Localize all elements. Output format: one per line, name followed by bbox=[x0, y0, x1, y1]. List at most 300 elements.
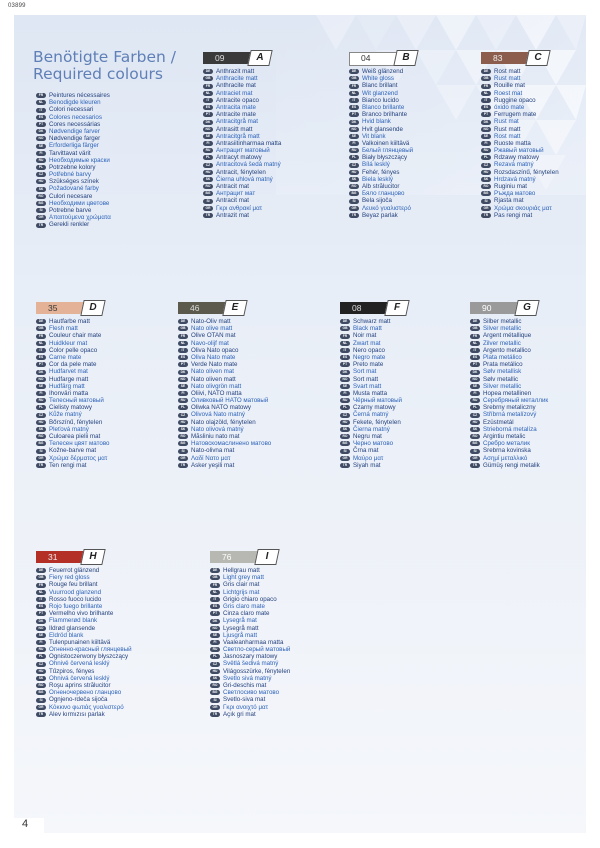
paint-letter: F bbox=[393, 302, 401, 313]
translation-text: Светлосиво матово bbox=[223, 689, 280, 697]
translation-text: Сребро металик bbox=[483, 440, 530, 448]
translation-line bbox=[203, 82, 281, 89]
translation-text: Fehér, fényes bbox=[362, 168, 400, 176]
translation-line bbox=[481, 161, 559, 168]
translation-text: Schwarz matt bbox=[353, 318, 391, 325]
color-block-i bbox=[210, 549, 290, 718]
translation-text: Tulenpunainen kiiltävä bbox=[49, 638, 111, 646]
translation-line bbox=[36, 106, 111, 113]
translation-text: Antracyt matowy bbox=[216, 154, 262, 162]
language-flag-icon: FI bbox=[36, 640, 46, 645]
translation-line bbox=[203, 183, 281, 190]
translation-text: Svetlo sivá matný bbox=[223, 674, 272, 682]
language-flag-icon: RU bbox=[203, 148, 213, 153]
language-flag-icon: NL bbox=[36, 100, 46, 105]
language-flag-icon: SE bbox=[481, 134, 491, 139]
translation-text: Couleur chair mate bbox=[49, 332, 102, 340]
translation-line bbox=[340, 325, 412, 332]
translation-text: Χρώμα δέρματος ματ bbox=[49, 454, 108, 462]
translation-line bbox=[340, 361, 412, 368]
language-flag-icon: HU bbox=[36, 420, 46, 425]
translation-text: Silver metallic bbox=[483, 325, 522, 333]
language-flag-icon: GR bbox=[349, 206, 359, 211]
translation-text: Nato olajzöld, fényteIen bbox=[191, 418, 256, 426]
language-flag-icon: IT bbox=[349, 98, 359, 103]
language-flag-icon: RU bbox=[481, 148, 491, 153]
translation-line bbox=[178, 318, 271, 325]
translation-line bbox=[178, 354, 271, 361]
language-flag-icon: GR bbox=[481, 206, 491, 211]
translation-text: Vit blank bbox=[362, 132, 386, 140]
language-flag-icon: BG bbox=[470, 441, 480, 446]
translation-text: Potrebne barve bbox=[49, 207, 92, 214]
translation-text: Ruginiu mat bbox=[494, 183, 528, 190]
language-flag-icon: PT bbox=[481, 112, 491, 117]
language-flag-icon: RO bbox=[481, 184, 491, 189]
translation-text: Rost matt bbox=[494, 132, 521, 140]
translation-text: Strieborná metalíza bbox=[483, 425, 537, 433]
language-flag-icon: DE bbox=[481, 69, 491, 74]
translation-text: Blanc brillant bbox=[362, 82, 398, 90]
language-flag-icon: GB bbox=[36, 326, 46, 331]
language-flag-icon: FI bbox=[340, 391, 350, 396]
translation-line bbox=[178, 332, 271, 339]
translation-line bbox=[349, 140, 421, 147]
translation-line bbox=[470, 411, 548, 418]
translation-text: Nato-olivna mat bbox=[191, 447, 235, 455]
translation-line bbox=[340, 340, 412, 347]
paint-letter-tag bbox=[247, 50, 272, 66]
translation-line bbox=[470, 419, 548, 426]
translation-line bbox=[36, 411, 109, 418]
language-flag-icon: SK bbox=[210, 676, 220, 681]
language-flag-icon: ES bbox=[349, 105, 359, 110]
language-flag-icon: NO bbox=[349, 127, 359, 132]
color-block-e bbox=[178, 300, 271, 469]
paint-letter: C bbox=[534, 52, 542, 63]
language-flag-icon: RO bbox=[36, 683, 46, 688]
translation-text: Ohnivě červená lesklý bbox=[49, 660, 110, 668]
language-flag-icon: SE bbox=[340, 384, 350, 389]
language-flag-icon: FI bbox=[210, 640, 220, 645]
translation-text: Antracite opaco bbox=[216, 96, 259, 104]
paint-letter-tag bbox=[525, 50, 550, 66]
language-flag-icon: PL bbox=[36, 165, 46, 170]
paint-number: 76 bbox=[222, 552, 232, 562]
translation-line bbox=[340, 426, 412, 433]
translation-text: Navo-olijf mat bbox=[191, 339, 229, 347]
paint-letter-tag bbox=[222, 300, 247, 316]
translation-text: Branco brilhante bbox=[362, 111, 408, 119]
translation-text: Argento metallico bbox=[483, 346, 531, 354]
language-flag-icon: GR bbox=[340, 456, 350, 461]
language-flag-icon: SK bbox=[349, 177, 359, 182]
translation-line bbox=[203, 205, 281, 212]
translation-text: Pas rengi mat bbox=[494, 211, 533, 219]
translation-text: Ruggine opaco bbox=[494, 96, 536, 104]
translation-line bbox=[178, 325, 271, 332]
translation-text: Gris clair mat bbox=[223, 581, 260, 589]
translation-line bbox=[340, 376, 412, 383]
language-flag-icon: SI bbox=[481, 199, 491, 204]
language-flag-icon: FI bbox=[203, 141, 213, 146]
color-swatch bbox=[36, 300, 108, 314]
translation-line bbox=[340, 397, 412, 404]
translation-line bbox=[178, 411, 271, 418]
translation-text: Κόκκινο φωτιάς γυαλιστερό bbox=[49, 703, 124, 711]
language-flag-icon: CZ bbox=[340, 413, 350, 418]
translation-text: Antrasitt matt bbox=[216, 125, 253, 133]
translation-text: Čierna uhlová matný bbox=[216, 175, 273, 183]
translation-text: Negro mate bbox=[353, 353, 386, 361]
translation-text: Roest mat bbox=[494, 89, 523, 97]
translation-text: Ασημί μεταλλικό bbox=[483, 454, 528, 462]
translation-line bbox=[340, 462, 412, 469]
language-flag-icon: DE bbox=[210, 568, 220, 573]
translation-line bbox=[340, 390, 412, 397]
translation-line bbox=[203, 90, 281, 97]
translation-line bbox=[36, 92, 111, 99]
translation-line bbox=[203, 190, 281, 197]
page-number-box bbox=[14, 818, 44, 842]
translation-line bbox=[470, 404, 548, 411]
translation-text: Ognistoczerwony błyszczący bbox=[49, 653, 129, 661]
language-flag-icon: FR bbox=[210, 583, 220, 588]
translation-text: Oliwka NATO matowy bbox=[191, 404, 251, 412]
language-flag-icon: FR bbox=[36, 93, 46, 98]
language-flag-icon: NL bbox=[470, 341, 480, 346]
paint-number: 46 bbox=[190, 303, 200, 313]
language-flag-icon: GR bbox=[36, 705, 46, 710]
translation-text: Antracit mat bbox=[216, 197, 250, 205]
translation-line bbox=[36, 171, 111, 178]
translation-line bbox=[203, 154, 281, 161]
language-flag-icon: PT bbox=[178, 362, 188, 367]
language-flag-icon: BG bbox=[36, 441, 46, 446]
translation-line bbox=[210, 696, 290, 703]
translation-text: Белый глянцевый bbox=[362, 147, 414, 155]
language-flag-icon: PL bbox=[340, 405, 350, 410]
language-flag-icon: NL bbox=[210, 590, 220, 595]
translation-line bbox=[210, 625, 290, 632]
translation-text: Antraciet mat bbox=[216, 89, 253, 97]
color-name-list bbox=[470, 318, 548, 469]
language-flag-icon: SI bbox=[36, 698, 46, 703]
translation-line bbox=[340, 404, 412, 411]
translation-line bbox=[210, 653, 290, 660]
translation-text: Gris claro mate bbox=[223, 602, 265, 610]
translation-text: Hopea metallinen bbox=[483, 389, 532, 397]
language-flag-icon: DK bbox=[36, 129, 46, 134]
translation-line bbox=[470, 440, 548, 447]
translation-text: White gloss bbox=[362, 75, 394, 83]
translation-text: Benodigde kleuren bbox=[49, 99, 101, 107]
language-flag-icon: ES bbox=[36, 115, 46, 120]
translation-line bbox=[349, 212, 421, 219]
translation-text: Rdzawy matowy bbox=[494, 154, 540, 162]
translation-text: Rust matt bbox=[494, 75, 521, 83]
translation-text: Ognjeno-rdeča sijoča bbox=[49, 696, 108, 704]
paint-letter: B bbox=[402, 52, 410, 63]
translation-text: Light grey matt bbox=[223, 574, 264, 582]
translation-line bbox=[36, 185, 111, 192]
translation-line bbox=[36, 99, 111, 106]
page-number: 4 bbox=[22, 818, 29, 830]
translation-text: Roşu aprins strălucitor bbox=[49, 682, 111, 689]
translation-line bbox=[340, 447, 412, 454]
translation-line bbox=[178, 361, 271, 368]
translation-text: Cor da pele mate bbox=[49, 361, 97, 369]
translation-text: Bianco lucido bbox=[362, 96, 399, 104]
translation-text: Gümüş rengi metalik bbox=[483, 461, 540, 469]
paint-number: 90 bbox=[482, 303, 492, 313]
translation-line bbox=[36, 696, 132, 703]
language-flag-icon: CZ bbox=[210, 662, 220, 667]
language-flag-icon: GB bbox=[36, 575, 46, 580]
translation-text: Sølv metallisk bbox=[483, 368, 522, 376]
translation-text: Colores necesarios bbox=[49, 113, 102, 121]
translation-line bbox=[36, 617, 132, 624]
translation-text: Silber metallic bbox=[483, 318, 522, 325]
language-flag-icon: ES bbox=[340, 355, 350, 360]
language-flag-icon: PL bbox=[470, 405, 480, 410]
translation-line bbox=[36, 447, 109, 454]
translation-text: Ржавый матовый bbox=[494, 147, 544, 155]
translation-text: Антрацит матовый bbox=[216, 147, 270, 155]
translation-line bbox=[178, 383, 271, 390]
translation-text: Colori necessari bbox=[49, 106, 94, 114]
translation-text: Nato oliven matt bbox=[191, 375, 236, 383]
language-flag-icon: DK bbox=[210, 619, 220, 624]
translation-text: Olivová Nato matný bbox=[191, 411, 245, 419]
language-flag-icon: GB bbox=[178, 326, 188, 331]
translation-text: Cinza claro mate bbox=[223, 610, 270, 618]
paint-letter-tag bbox=[80, 300, 105, 316]
translation-line bbox=[470, 325, 548, 332]
translation-line bbox=[481, 176, 559, 183]
translation-text: Hudfärg matt bbox=[49, 382, 85, 390]
translation-text: Nato olivgrön matt bbox=[191, 382, 242, 390]
language-flag-icon: PL bbox=[349, 155, 359, 160]
language-flag-icon: ES bbox=[36, 604, 46, 609]
translation-line bbox=[210, 603, 290, 610]
language-flag-icon: PT bbox=[349, 112, 359, 117]
translation-line bbox=[210, 589, 290, 596]
translation-text: Preto mate bbox=[353, 361, 384, 369]
language-flag-icon: GB bbox=[470, 326, 480, 331]
translation-text: Srebrny metaliczny bbox=[483, 404, 536, 412]
translation-line bbox=[203, 111, 281, 118]
language-flag-icon: NL bbox=[349, 91, 359, 96]
translation-line bbox=[340, 383, 412, 390]
language-flag-icon: RU bbox=[36, 158, 46, 163]
translation-line bbox=[470, 340, 548, 347]
translation-text: Olive OTAN mat bbox=[191, 332, 236, 340]
language-flag-icon: SK bbox=[203, 177, 213, 182]
translation-line bbox=[481, 111, 559, 118]
language-flag-icon: DE bbox=[36, 568, 46, 573]
language-flag-icon: FR bbox=[178, 334, 188, 339]
translation-text: Ruoste matta bbox=[494, 139, 531, 147]
color-block-a bbox=[203, 50, 281, 219]
language-flag-icon: GB bbox=[210, 575, 220, 580]
paint-number: 04 bbox=[361, 53, 371, 63]
translation-line bbox=[349, 111, 421, 118]
language-flag-icon: FR bbox=[481, 84, 491, 89]
translation-line bbox=[349, 190, 421, 197]
translation-text: Необходими цветове bbox=[49, 199, 110, 207]
translation-line bbox=[178, 462, 271, 469]
translation-line bbox=[178, 419, 271, 426]
translation-text: Antracite mate bbox=[216, 111, 256, 119]
paint-letter-tag bbox=[254, 549, 279, 565]
title-english: Required colours bbox=[33, 65, 163, 83]
translation-text: Alb strălucitor bbox=[362, 183, 400, 190]
language-flag-icon: SI bbox=[210, 698, 220, 703]
language-flag-icon: PT bbox=[36, 122, 46, 127]
translation-text: Černá matný bbox=[353, 411, 389, 419]
translation-line bbox=[36, 361, 109, 368]
language-flag-icon: CZ bbox=[36, 172, 46, 177]
translation-text: Eldröd blank bbox=[49, 631, 84, 639]
translation-line bbox=[36, 214, 111, 221]
paint-number: 31 bbox=[48, 552, 58, 562]
translation-line bbox=[340, 440, 412, 447]
translation-line bbox=[36, 368, 109, 375]
language-flag-icon: IT bbox=[203, 98, 213, 103]
language-flag-icon: TR bbox=[36, 463, 46, 468]
translation-line bbox=[36, 142, 111, 149]
language-flag-icon: SI bbox=[349, 199, 359, 204]
language-flag-icon: SE bbox=[178, 384, 188, 389]
translation-text: Biela lesklý bbox=[362, 175, 393, 183]
translation-line bbox=[349, 126, 421, 133]
translation-line bbox=[203, 126, 281, 133]
translation-line bbox=[340, 318, 412, 325]
translation-line bbox=[470, 347, 548, 354]
translation-line bbox=[349, 104, 421, 111]
translation-line bbox=[178, 347, 271, 354]
language-flag-icon: RU bbox=[178, 398, 188, 403]
translation-text: Weiß glänzend bbox=[362, 68, 404, 75]
translation-text: Серебряный металлик bbox=[483, 397, 549, 405]
translation-line bbox=[349, 75, 421, 82]
language-flag-icon: DE bbox=[349, 69, 359, 74]
language-flag-icon: SI bbox=[203, 199, 213, 204]
language-flag-icon: SK bbox=[36, 187, 46, 192]
language-flag-icon: RO bbox=[210, 683, 220, 688]
translation-text: Rost matt bbox=[494, 68, 521, 75]
color-swatch bbox=[340, 300, 412, 314]
translation-text: Wit glanzend bbox=[362, 89, 398, 97]
translation-text: Огненно-красный глянцевый bbox=[49, 646, 132, 654]
translation-text: Hudfarge matt bbox=[49, 375, 89, 383]
translation-line bbox=[36, 164, 111, 171]
language-flag-icon: DK bbox=[36, 619, 46, 624]
language-flag-icon: SI bbox=[36, 449, 46, 454]
translation-line bbox=[203, 97, 281, 104]
language-flag-icon: IT bbox=[210, 597, 220, 602]
translation-line bbox=[36, 462, 109, 469]
translation-text: Bílá lesklý bbox=[362, 161, 390, 169]
language-flag-icon: GR bbox=[470, 456, 480, 461]
language-flag-icon: FI bbox=[36, 391, 46, 396]
intro-translations bbox=[36, 92, 111, 229]
translation-line bbox=[36, 632, 132, 639]
language-flag-icon: HU bbox=[349, 170, 359, 175]
language-flag-icon: PT bbox=[36, 362, 46, 367]
translation-line bbox=[210, 581, 290, 588]
translation-text: Argintiu metalic bbox=[483, 433, 526, 440]
language-flag-icon: SE bbox=[36, 384, 46, 389]
language-flag-icon: HU bbox=[36, 669, 46, 674]
translation-text: Огненочервено гланцово bbox=[49, 689, 122, 697]
translation-text: Ferrugem mate bbox=[494, 111, 537, 119]
language-flag-icon: GR bbox=[36, 215, 46, 220]
translation-line bbox=[481, 183, 559, 190]
translation-line bbox=[481, 90, 559, 97]
translation-text: Carne mate bbox=[49, 353, 82, 361]
paint-letter-tag bbox=[393, 50, 418, 66]
translation-text: Ezüstmetál bbox=[483, 418, 514, 426]
language-flag-icon: SE bbox=[36, 144, 46, 149]
translation-line bbox=[36, 668, 132, 675]
language-flag-icon: RU bbox=[36, 647, 46, 652]
language-flag-icon: NO bbox=[470, 377, 480, 382]
translation-text: Sort matt bbox=[353, 375, 379, 383]
translation-text: Rouille mat bbox=[494, 82, 525, 90]
language-flag-icon: PL bbox=[210, 654, 220, 659]
language-flag-icon: SK bbox=[481, 177, 491, 182]
translation-line bbox=[203, 75, 281, 82]
translation-line bbox=[36, 354, 109, 361]
translation-text: Silver metallic bbox=[483, 382, 522, 390]
translation-line bbox=[36, 639, 132, 646]
language-flag-icon: NL bbox=[36, 590, 46, 595]
color-name-list bbox=[36, 318, 109, 469]
translation-line bbox=[178, 376, 271, 383]
translation-line bbox=[470, 376, 548, 383]
language-flag-icon: GB bbox=[349, 76, 359, 81]
translation-text: Μαύρο ματ bbox=[353, 454, 384, 462]
translation-line bbox=[36, 332, 109, 339]
language-flag-icon: GB bbox=[340, 326, 350, 331]
translation-line bbox=[36, 150, 111, 157]
translation-line bbox=[36, 121, 111, 128]
translation-line bbox=[203, 140, 281, 147]
translation-text: Antracit mat bbox=[216, 183, 250, 190]
translation-text: Lichtgrijs mat bbox=[223, 588, 260, 596]
language-flag-icon: DK bbox=[203, 120, 213, 125]
language-flag-icon: SK bbox=[36, 427, 46, 432]
translation-text: Gri-deschis mat bbox=[223, 682, 267, 689]
translation-line bbox=[481, 97, 559, 104]
color-name-list bbox=[36, 567, 132, 718]
language-flag-icon: CZ bbox=[36, 662, 46, 667]
translation-line bbox=[210, 660, 290, 667]
translation-text: Γκρι ανθρακί ματ bbox=[216, 204, 263, 212]
paint-letter-tag bbox=[80, 549, 105, 565]
translation-line bbox=[210, 617, 290, 624]
translation-text: Fekete, fényteIen bbox=[353, 418, 401, 426]
language-flag-icon: PL bbox=[481, 155, 491, 160]
translation-line bbox=[349, 183, 421, 190]
title-german: Benötigte Farben / bbox=[33, 48, 176, 66]
translation-text: Γκρι ανοιχτό ματ bbox=[223, 703, 269, 711]
translation-line bbox=[481, 190, 559, 197]
translation-text: Világosszürke, fényteIen bbox=[223, 667, 291, 675]
language-flag-icon: BG bbox=[340, 441, 350, 446]
